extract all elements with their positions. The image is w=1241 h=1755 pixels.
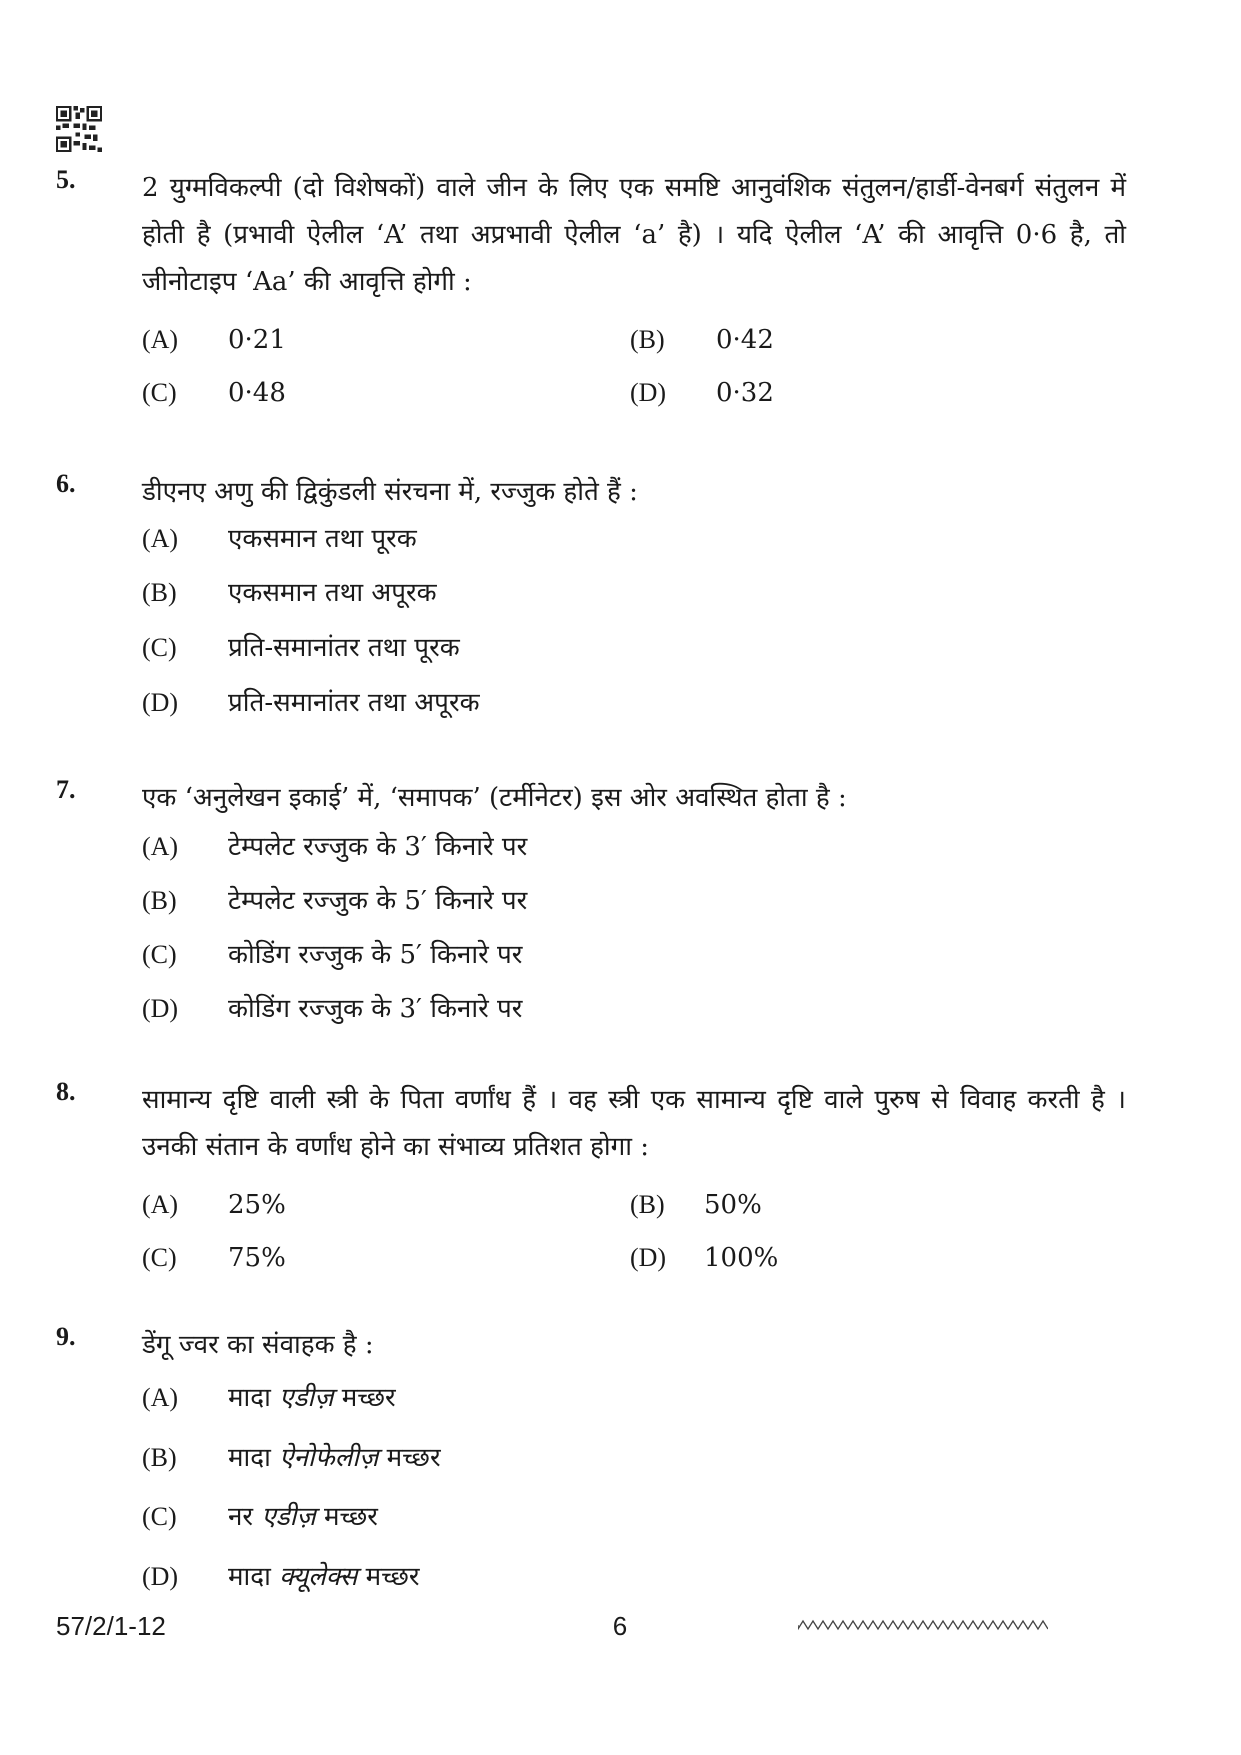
wavy-line-decoration [798,1618,1048,1632]
option-text-pre: मादा [228,1383,271,1413]
option-text-pre: मादा [228,1562,271,1592]
option-label: (D) [142,994,179,1023]
option-d [142,1557,420,1593]
option-text-post: मच्छर [386,1443,441,1473]
option-text: 0·32 [716,378,774,408]
option-d [142,683,480,719]
option-text: प्रति-समानांतर तथा पूरक [228,633,460,663]
option-label: (B) [630,1190,665,1219]
option-text-pre: नर [228,1502,254,1532]
question-number: 9. [56,1322,76,1351]
option-text: 0·21 [228,325,286,355]
option-label: (C) [142,940,177,969]
question-text: एक ‘अनुलेखन इकाई’ में, ‘समापक’ (टर्मीनेटर) इस ओर अवस्थित होता है : [142,783,847,813]
option-text: टेम्पलेट रज्जुक के 3′ किनारे पर [228,832,528,862]
question-text: 2 युग्मविकल्पी (दो विशेषकों) वाले जीन के लिए एक समष्टि आनुवंशिक संतुलन/हार्डी-वेनबर्ग संतुलन में होती है (प्रभावी ऐलील ‘A’ तथा अप्रभावी ऐलील ‘a’ है) । यदि ऐलील ‘A’ की आवृत्ति 0·6 है, तो जीनोटाइप ‘Aa’ की आवृत्ति होगी : [142,173,1126,297]
option-label: (A) [142,1383,179,1412]
option-a [142,325,286,355]
option-c [142,378,286,408]
question-number: 8. [56,1077,76,1106]
option-label: (A) [142,325,179,354]
option-label: (A) [142,524,179,553]
option-b [630,1190,762,1220]
option-label: (D) [630,1243,667,1272]
option-text: 75% [228,1243,286,1273]
option-d [630,1243,778,1273]
question-number: 5. [56,165,76,194]
option-b [142,1438,441,1474]
option-a [142,1378,396,1414]
option-text-pre: मादा [228,1443,271,1473]
option-label: (C) [142,378,177,407]
option-text: प्रति-समानांतर तथा अपूरक [228,688,480,718]
option-a [142,827,527,863]
option-c [142,1497,378,1533]
option-text: कोडिंग रज्जुक के 5′ किनारे पर [228,940,523,970]
option-text: 100% [704,1243,779,1273]
paper-code: 57/2/1-12 [56,1611,166,1641]
option-b [142,573,437,609]
option-text-italic: क्यूलेक्स [279,1562,358,1592]
option-label: (D) [142,1562,179,1591]
option-text: कोडिंग रज्जुक के 3′ किनारे पर [228,994,523,1024]
option-text-post: मच्छर [365,1562,420,1592]
option-a [142,519,417,555]
option-b [630,325,774,355]
option-text-italic: एडीज़ [261,1502,316,1532]
option-label: (B) [142,886,177,915]
option-c [142,628,460,664]
question-text: डेंगू ज्वर का संवाहक है : [142,1330,374,1360]
option-label: (B) [142,1443,177,1472]
question-text: सामान्य दृष्टि वाली स्त्री के पिता वर्णांध हैं । वह स्त्री एक सामान्य दृष्टि वाले पुरुष से विवाह करती है । उनकी संतान के वर्णांध होने का संभाव्य प्रतिशत होगा : [142,1085,1126,1162]
question-number: 7. [56,775,76,804]
option-label: (A) [142,832,179,861]
option-c [142,935,522,971]
qr-code [56,106,102,152]
option-d [630,378,774,408]
option-text: टेम्पलेट रज्जुक के 5′ किनारे पर [228,886,528,916]
question-text: डीएनए अणु की द्विकुंडली संरचना में, रज्जुक होते हैं : [142,477,638,507]
option-text: 25% [228,1190,286,1220]
question-number: 6. [56,469,76,498]
option-label: (C) [142,1502,177,1531]
option-label: (C) [142,633,177,662]
option-label: (A) [142,1190,179,1219]
option-text-italic: एडीज़ [279,1383,334,1413]
option-text: 0·48 [228,378,286,408]
option-label: (D) [630,378,667,407]
option-c [142,1243,286,1273]
option-label: (D) [142,688,179,717]
page-number: 6 [612,1611,628,1641]
option-label: (C) [142,1243,177,1272]
option-text: एकसमान तथा पूरक [228,524,417,554]
option-b [142,881,527,917]
option-text: एकसमान तथा अपूरक [228,578,437,608]
option-text: 0·42 [716,325,774,355]
option-a [142,1190,286,1220]
option-text-post: मच्छर [323,1502,378,1532]
option-text-post: मच्छर [341,1383,396,1413]
option-text: 50% [704,1190,762,1220]
option-label: (B) [142,578,177,607]
option-label: (B) [630,325,665,354]
option-d [142,989,522,1025]
option-text-italic: ऐनोफेलीज़ [279,1443,379,1473]
